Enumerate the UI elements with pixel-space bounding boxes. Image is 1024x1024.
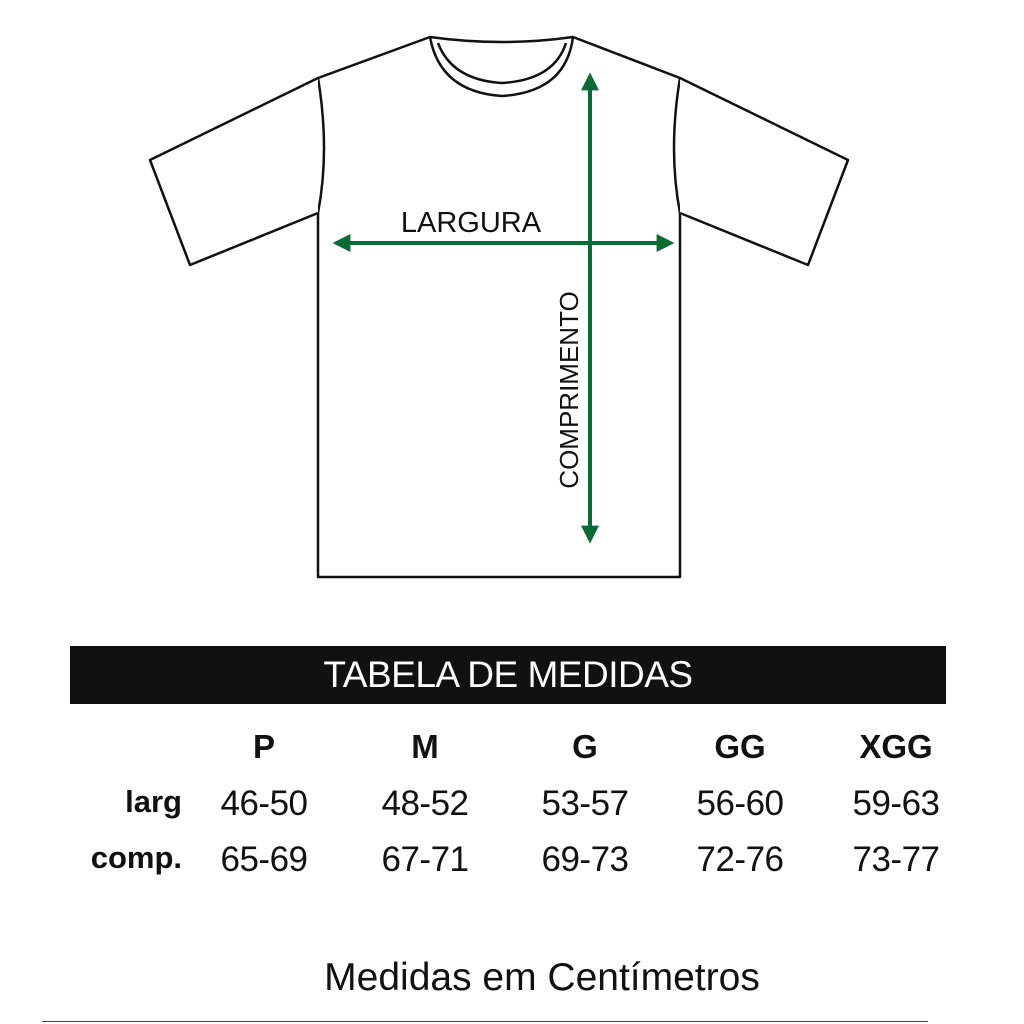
tshirt-body-outline — [318, 37, 680, 577]
size-header-g: G — [572, 728, 598, 765]
larg-value-g: 53-57 — [541, 784, 629, 823]
comp-value-xgg: 73-77 — [852, 840, 940, 879]
larg-value-p: 46-50 — [220, 784, 308, 823]
footer-divider — [42, 1021, 928, 1022]
comp-value-g: 69-73 — [541, 840, 629, 879]
comp-value-gg: 72-76 — [696, 840, 784, 879]
row-label-comp: comp. — [90, 840, 182, 875]
larg-value-xgg: 59-63 — [852, 784, 940, 823]
size-header-m: M — [411, 728, 439, 765]
larg-value-gg: 56-60 — [696, 784, 784, 823]
size-table-title: TABELA DE MEDIDAS — [70, 646, 946, 704]
row-label-larg: larg — [125, 784, 182, 819]
tshirt-left-sleeve — [150, 78, 318, 265]
size-header-p: P — [252, 728, 276, 765]
tshirt-right-sleeve — [680, 78, 848, 265]
width-label: LARGURA — [400, 207, 542, 239]
length-label: COMPRIMENTO — [554, 291, 584, 489]
comp-value-p: 65-69 — [220, 840, 308, 879]
size-header-xgg: XGG — [859, 728, 933, 765]
larg-value-m: 48-52 — [381, 784, 469, 823]
comp-value-m: 67-71 — [381, 840, 469, 879]
size-header-gg: GG — [714, 728, 766, 765]
units-note: Medidas em Centímetros — [324, 956, 760, 999]
